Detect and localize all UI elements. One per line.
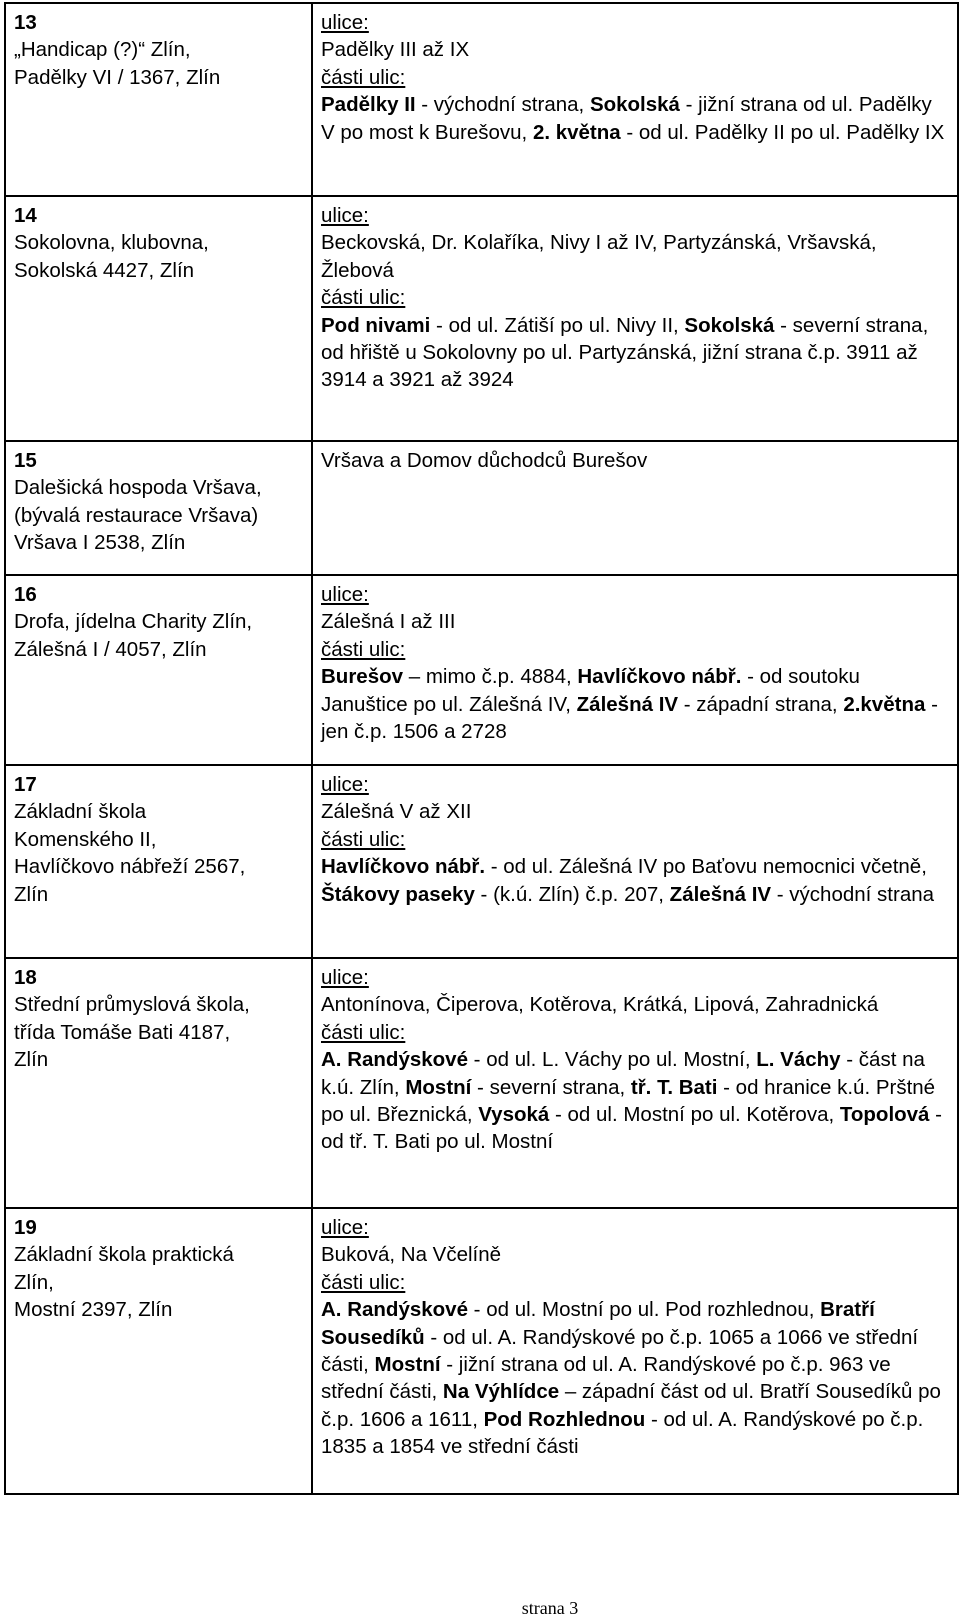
street-name: Zálešná IV — [669, 882, 772, 906]
street-parts-text — [321, 312, 949, 394]
street-name: Pod nivami — [321, 313, 431, 337]
streets-label: ulice: — [321, 11, 369, 34]
street-name: A. Randýskové — [321, 1298, 468, 1322]
street-range-text: - severní strana, — [471, 1075, 631, 1099]
street-name: Na Výhlídce — [442, 1380, 560, 1404]
district-number: 19 — [14, 1216, 37, 1239]
page-number: strana 3 — [521, 1598, 579, 1618]
district-number: 17 — [14, 773, 37, 796]
street-name: Sokolská — [684, 313, 775, 337]
street-range-text: - jižní strana od ul. A. Randýskové po č.p. 963 ve střední části, — [321, 1353, 891, 1404]
district-number: 13 — [14, 11, 37, 34]
street-parts-label: části ulic: — [321, 827, 406, 851]
district-number: 18 — [14, 966, 37, 989]
district-streets-cell — [312, 1208, 958, 1494]
station-address-line: Komenského II, — [14, 827, 157, 851]
station-address-line: Základní škola — [14, 800, 147, 824]
district-streets-cell — [312, 958, 958, 1208]
streets-list: Zálešná I až III — [321, 610, 456, 634]
street-range-text: - od ul. Padělky II po ul. Padělky IX — [620, 120, 945, 144]
street-range-text: - od ul. Mostní po ul. Kotěrova, — [549, 1103, 840, 1127]
street-name: Pod Rozhlednou — [483, 1407, 646, 1431]
station-address-line: Mostní 2397, Zlín — [14, 1298, 173, 1322]
station-address-line: třída Tomáše Bati 4187, — [14, 1020, 231, 1044]
streets-label: ulice: — [321, 583, 369, 606]
polling-station-cell — [5, 575, 312, 765]
polling-station-cell — [5, 958, 312, 1208]
table-row — [5, 3, 958, 196]
street-parts-text — [321, 663, 949, 745]
station-address-line: Zlín, — [14, 1270, 54, 1294]
street-name: Sokolská — [589, 93, 680, 117]
table-row — [5, 765, 958, 958]
street-name: Topolová — [839, 1103, 930, 1127]
street-parts-text — [321, 1046, 949, 1156]
station-address-line: Sokolovna, klubovna, — [14, 231, 209, 255]
street-name: Štákovy paseky — [321, 882, 475, 906]
station-address-line: Dalešická hospoda Vršava, — [14, 476, 262, 500]
street-range-text: - severní strana, od hřiště u Sokolovny po ul. Partyzánská, jižní strana č.p. 3911 až 3914 a 3921 až 3924 — [321, 313, 929, 392]
street-range-text: – západní část od ul. Bratří Sousedíků po č.p. 1606 a 1611, — [321, 1380, 941, 1431]
district-streets-cell — [312, 3, 958, 196]
streets-label: ulice: — [321, 773, 369, 796]
table-row — [5, 958, 958, 1208]
streets-list: Zálešná V až XII — [321, 800, 472, 824]
street-range-text: - (k.ú. Zlín) č.p. 207, — [474, 882, 670, 906]
street-range-text: - východní strana — [771, 882, 935, 906]
district-streets-cell — [312, 765, 958, 958]
street-range-text: – mimo č.p. 4884, — [403, 665, 578, 689]
street-name: tř. T. Bati — [630, 1075, 718, 1099]
street-range-text: - od ul. Mostní po ul. Pod rozhlednou, — [467, 1298, 821, 1322]
polling-stations-table — [4, 2, 959, 1495]
street-range-text: - od ul. A. Randýskové po č.p. 1065 a 1066 ve střední části, — [321, 1325, 919, 1377]
streets-list: Buková, Na Včelíně — [321, 1243, 502, 1267]
street-range-text: - od ul. Zátiší po ul. Nivy II, — [430, 313, 685, 337]
streets-label: ulice: — [321, 1216, 369, 1239]
station-address-line: Vršava I 2538, Zlín — [14, 531, 186, 555]
street-parts-label: části ulic: — [321, 637, 406, 661]
district-number: 15 — [14, 449, 37, 472]
street-range-text: - jen č.p. 1506 a 2728 — [321, 692, 938, 744]
table-row — [5, 1208, 958, 1494]
street-name: Bratří Sousedíků — [321, 1298, 875, 1349]
street-name: Burešov — [321, 665, 404, 689]
station-address-line: Padělky VI / 1367, Zlín — [14, 65, 221, 89]
street-name: 2.května — [843, 692, 926, 716]
station-address-line: Základní škola praktická — [14, 1243, 234, 1267]
station-address-line: Střední průmyslová škola, — [14, 993, 250, 1017]
streets-list: Beckovská, Dr. Kolaříka, Nivy I až IV, Partyzánská, Vršavská, Žlebová — [321, 231, 877, 282]
polling-station-cell — [5, 765, 312, 958]
street-name: L. Váchy — [756, 1048, 841, 1072]
street-parts-label: části ulic: — [321, 1270, 406, 1294]
street-parts-text — [321, 853, 949, 908]
street-range-text: - od soutoku Januštice po ul. Zálešná IV, — [321, 665, 860, 716]
polling-station-cell — [5, 1208, 312, 1494]
streets-list: Padělky III až IX — [321, 38, 470, 62]
street-name: Mostní — [405, 1075, 472, 1099]
district-number: 16 — [14, 583, 37, 606]
district-streets-cell — [312, 575, 958, 765]
street-name: Havlíčkovo nábř. — [321, 855, 486, 879]
district-streets-cell — [312, 196, 958, 441]
street-parts-text — [321, 1296, 949, 1460]
streets-label: ulice: — [321, 204, 369, 227]
street-name: Padělky II — [321, 93, 416, 117]
station-address-line: Zlín — [14, 882, 49, 906]
streets-list: Antonínova, Čiperova, Kotěrova, Krátká, Lipová, Zahradnická — [321, 993, 879, 1017]
street-range-text: - od tř. T. Bati po ul. Mostní — [321, 1103, 942, 1154]
table-row — [5, 441, 958, 575]
polling-station-cell — [5, 441, 312, 575]
streets-label: ulice: — [321, 966, 369, 989]
streets-list: Vršava a Domov důchodců Burešov — [321, 449, 648, 472]
street-range-text: - od ul. A. Randýskové po č.p. 1835 a 1854 ve střední části — [321, 1407, 924, 1459]
street-parts-label: části ulic: — [321, 65, 406, 89]
station-address-line: „Handicap (?)“ Zlín, — [14, 38, 191, 62]
street-parts-label: části ulic: — [321, 1020, 406, 1044]
street-range-text: - jižní strana od ul. Padělky V po most k Burešovu, — [321, 93, 932, 144]
table-row — [5, 196, 958, 441]
street-parts-label: části ulic: — [321, 286, 406, 310]
street-parts-text — [321, 91, 949, 146]
street-range-text: - část na k.ú. Zlín, — [321, 1048, 925, 1099]
street-name: Mostní — [374, 1353, 441, 1377]
street-name: Havlíčkovo nábř. — [577, 665, 742, 689]
street-name: Vysoká — [478, 1103, 550, 1127]
table-row — [5, 575, 958, 765]
station-address-line: Havlíčkovo nábřeží 2567, — [14, 855, 246, 879]
station-address-line: (bývalá restaurace Vršava) — [14, 503, 259, 527]
street-name: Zálešná IV — [576, 692, 679, 716]
street-name: A. Randýskové — [321, 1048, 468, 1072]
station-address-line: Drofa, jídelna Charity Zlín, — [14, 610, 253, 634]
polling-station-cell — [5, 196, 312, 441]
district-number: 14 — [14, 204, 37, 227]
street-range-text: - západní strana, — [678, 692, 844, 716]
polling-station-cell — [5, 3, 312, 196]
street-name: 2. května — [532, 120, 621, 144]
street-range-text: - východní strana, — [415, 93, 590, 117]
street-range-text: - od ul. Zálešná IV po Baťovu nemocnici včetně, — [485, 855, 927, 879]
station-address-line: Sokolská 4427, Zlín — [14, 258, 195, 282]
district-streets-cell — [312, 441, 958, 575]
station-address-line: Zálešná I / 4057, Zlín — [14, 637, 207, 661]
street-range-text: - od hranice k.ú. Prštné po ul. Březnická, — [321, 1075, 936, 1127]
street-range-text: - od ul. L. Váchy po ul. Mostní, — [467, 1048, 757, 1072]
station-address-line: Zlín — [14, 1048, 49, 1072]
